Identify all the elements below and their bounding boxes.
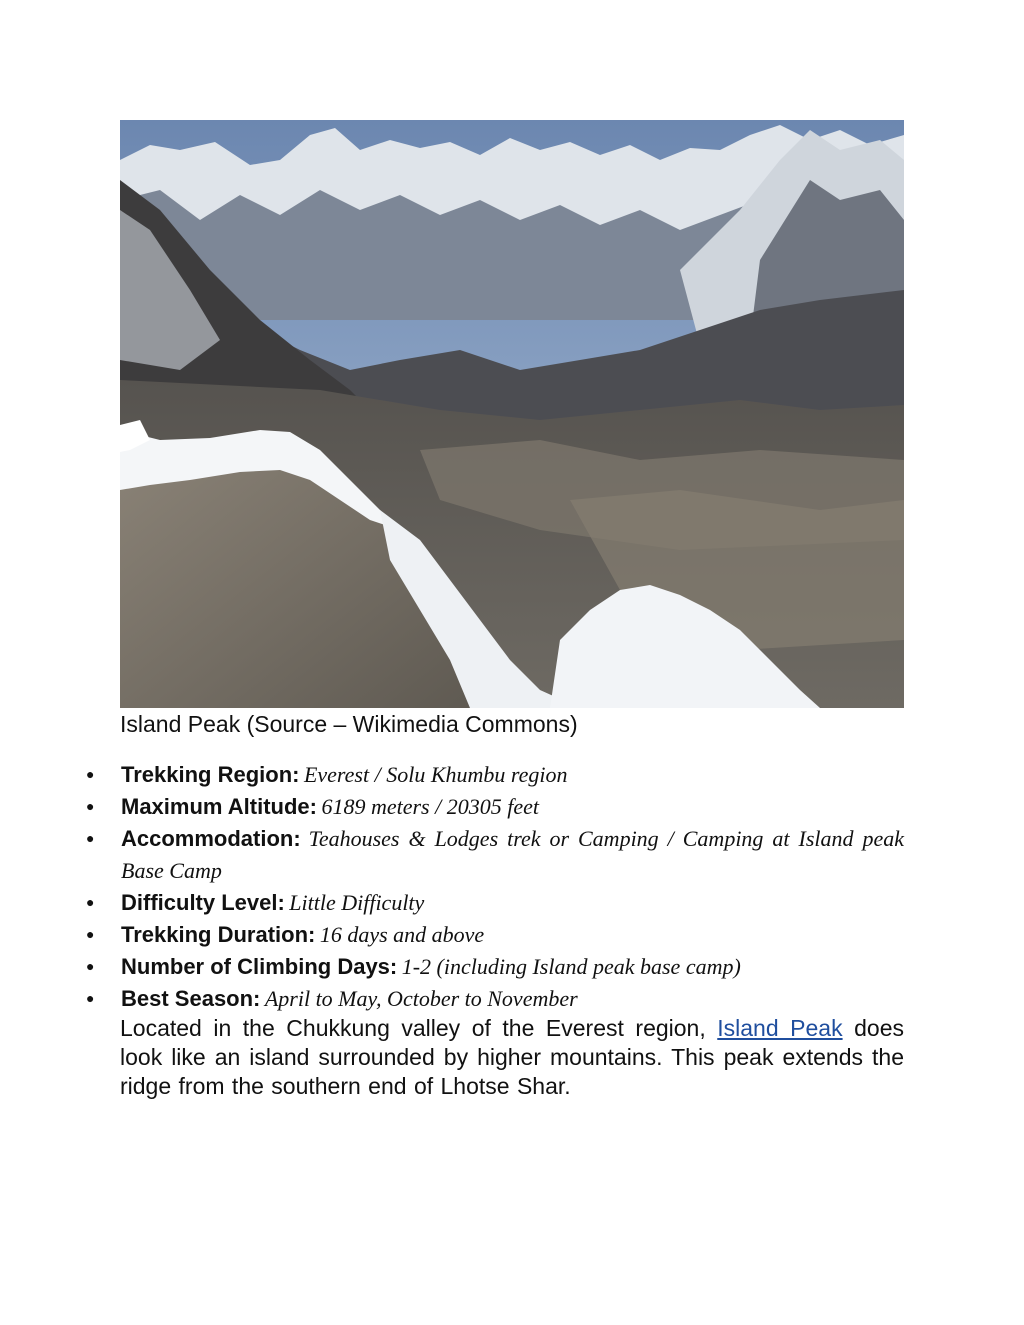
fact-trekking-duration bbox=[0, 920, 904, 952]
fact-label: Best Season: bbox=[121, 986, 261, 1011]
fact-value: 16 days and above bbox=[319, 922, 485, 947]
fact-accommodation bbox=[0, 824, 904, 888]
bullet-icon: ● bbox=[86, 958, 95, 974]
fact-climbing-days bbox=[0, 952, 904, 984]
fact-difficulty-level bbox=[0, 888, 904, 920]
bullet-icon: ● bbox=[86, 926, 95, 942]
fact-label: Maximum Altitude: bbox=[121, 794, 317, 819]
fact-value: 1-2 (including Island peak base camp) bbox=[401, 954, 741, 979]
fact-label: Number of Climbing Days: bbox=[121, 954, 398, 979]
paragraph-text-before-link: Located in the Chukkung valley of the Everest region, bbox=[120, 1015, 718, 1041]
bullet-icon: ● bbox=[86, 830, 95, 846]
fact-label: Trekking Duration: bbox=[121, 922, 316, 947]
fact-value: 6189 meters / 20305 feet bbox=[321, 794, 539, 819]
bullet-icon: ● bbox=[86, 990, 95, 1006]
fact-value: Teahouses & Lodges trek or Camping / Camping at Island peak Base Camp bbox=[121, 826, 905, 883]
fact-value: April to May, October to November bbox=[264, 986, 578, 1011]
fact-best-season bbox=[0, 984, 904, 1016]
bullet-icon: ● bbox=[86, 894, 95, 910]
fact-value: Little Difficulty bbox=[289, 890, 425, 915]
fact-label: Difficulty Level: bbox=[121, 890, 285, 915]
bullet-icon: ● bbox=[86, 798, 95, 814]
island-peak-photo bbox=[120, 120, 904, 708]
trip-facts-list bbox=[0, 760, 1024, 1016]
paragraph-text-after-link: does look like an island surrounded by higher mountains. This peak extends the ridge from the southern end of Lhotse Shar. bbox=[120, 1015, 904, 1099]
island-peak-link[interactable]: Island Peak bbox=[717, 1015, 843, 1041]
fact-trekking-region bbox=[0, 760, 904, 792]
photo-caption: Island Peak (Source – Wikimedia Commons) bbox=[120, 711, 578, 737]
bullet-icon: ● bbox=[86, 766, 95, 782]
fact-maximum-altitude bbox=[0, 792, 904, 824]
mountain-landscape-image bbox=[120, 120, 904, 708]
fact-label: Accommodation: bbox=[121, 826, 301, 851]
fact-value: Everest / Solu Khumbu region bbox=[303, 762, 568, 787]
intro-paragraph bbox=[120, 1014, 904, 1101]
fact-label: Trekking Region: bbox=[121, 762, 300, 787]
